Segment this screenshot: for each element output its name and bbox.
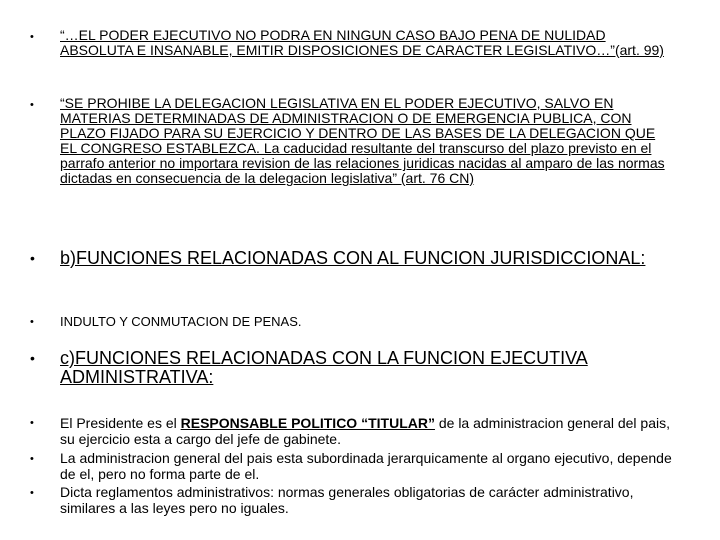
bullet-marker: • — [30, 99, 34, 111]
bullet-marker: • — [30, 453, 34, 465]
bullet-marker: • — [30, 487, 34, 499]
presidente-text-post: de la administracion general del pais, su ejercicio esta a cargo del jefe de gabinete. — [60, 415, 670, 447]
section-heading-jurisdiccional: b)FUNCIONES RELACIONADAS CON AL FUNCION JURISDICCIONAL: — [60, 248, 646, 268]
bullet-marker: • — [30, 350, 35, 366]
quote-article-76: “SE PROHIBE LA DELEGACION LEGISLATIVA EN EL PODER EJECUTIVO, SALVO EN MATERIAS DETERMINADAS DE ADMINISTRACION O DE EMERGENCIA PUBLICA, CON PLAZO FIJADO PARA SU EJERCICIO Y DENTRO DE LAS BASES DE LA DELEGACION QUE EL CONGRESO ESTABLEZCA. La caducidad resultante del transcurso del plazo previsto en el parrafo anterior no importara revision de las relaciones juridicas nacidas al amparo de las normas dictadas en consecuencia de la delegacion legislativa” (art. 76 CN) — [60, 95, 665, 186]
bullet-marker: • — [30, 250, 35, 266]
section-heading-ejecutiva: c)FUNCIONES RELACIONADAS CON LA FUNCION EJECUTIVA ADMINISTRATIVA: — [60, 348, 588, 387]
bullet-marker: • — [30, 316, 34, 328]
reglamentos-item: Dicta reglamentos administrativos: normas generales obligatorias de carácter administrativo, similares a las leyes pero no iguales. — [60, 484, 634, 516]
presidente-text-pre: El Presidente es el — [60, 415, 181, 431]
bullet-marker: • — [30, 417, 34, 429]
presidente-item — [60, 415, 680, 447]
responsable-politico-emphasis: RESPONSABLE POLITICO “TITULAR” — [180, 415, 435, 431]
bullet-marker: • — [30, 31, 34, 43]
indulto-item: INDULTO Y CONMUTACION DE PENAS. — [60, 314, 302, 329]
quote-article-99: “…EL PODER EJECUTIVO NO PODRA EN NINGUN CASO BAJO PENA DE NULIDAD ABSOLUTA E INSANABLE, EMITIR DISPOSICIONES DE CARACTER LEGISLATIVO…”(art. 99) — [60, 27, 664, 58]
administracion-item: La administracion general del pais esta subordinada jerarquicamente al organo ejecutivo, depende de el, pero no forma parte de el. — [60, 450, 672, 482]
